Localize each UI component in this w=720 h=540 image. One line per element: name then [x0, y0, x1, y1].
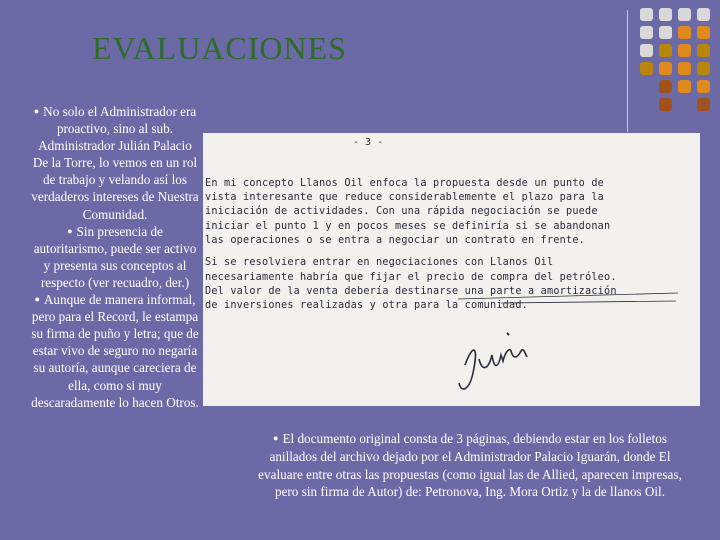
- left-bullet-text: Aunque de manera informal, pero para el Record, le estampa su firma de puño y letra; que de estar vivo de seguro no negaría su autoría, aunque careciera de ella, como si muy descaradamente lo hacen Otros.: [31, 292, 199, 410]
- decorative-dot: [640, 26, 653, 39]
- decorative-dot: [697, 26, 710, 39]
- decorative-dot: [659, 26, 672, 39]
- decorative-dot: [640, 44, 653, 57]
- decorative-dot: [678, 26, 691, 39]
- document-line: de inversiones realizadas y otra para la comunidad.: [205, 300, 529, 311]
- document-line: En mi concepto Llanos Oil enfoca la propuesta desde un punto de: [205, 178, 605, 189]
- document-page-number: - 3 -: [353, 137, 384, 148]
- document-line: iniciación de actividades. Con una rápida negociación se puede: [205, 206, 598, 217]
- decorative-divider: [627, 10, 628, 132]
- right-bullet-text: El documento original consta de 3 páginas, debiendo estar en los folletos anillados del archivo dejado por el Administrador Palacio Iguarán, donde El evaluare entre otras las propuestas (como igual las de Allied, aparecen impresas, pero sin firma de Autor) de: Petronova, Ing. Mora Ortiz y la de llanos Oil.: [258, 431, 682, 500]
- right-bullet: [255, 430, 685, 501]
- left-bullet-item: [30, 291, 200, 411]
- left-bullet-item: [30, 103, 200, 223]
- decorative-dot: [678, 80, 691, 93]
- left-bullet-item: [30, 223, 200, 291]
- bullet-icon: ●: [33, 106, 40, 116]
- left-bullet-text: Sin presencia de autoritarismo, puede ser activo y presenta sus conceptos al respecto (ver recuadro, der.): [33, 223, 197, 290]
- scanned-document-image: [203, 133, 700, 406]
- decorative-dot: [678, 62, 691, 75]
- decorative-dot: [678, 8, 691, 21]
- document-line: Si se resolviera entrar en negociaciones con Llanos Oil: [205, 257, 554, 268]
- decorative-dot: [697, 80, 710, 93]
- decorative-dot: [697, 98, 710, 111]
- decorative-dot: [640, 62, 653, 75]
- left-bullet-list: [30, 103, 200, 411]
- decorative-dot: [659, 98, 672, 111]
- decorative-dot: [640, 8, 653, 21]
- bullet-icon: ●: [67, 225, 73, 236]
- document-line: iniciar el punto 1 y en pocos meses se definiría si se abandonan: [205, 221, 611, 232]
- decorative-dot: [659, 44, 672, 57]
- bullet-icon: ●: [34, 294, 40, 305]
- decorative-dot: [678, 44, 691, 57]
- document-line: las operaciones o se entra a negociar un contrato en frente.: [205, 235, 586, 246]
- handwritten-signature: [203, 133, 700, 406]
- decorative-dot: [697, 62, 710, 75]
- document-line: vista interesante que reduce considerablemente el plazo para la: [205, 192, 605, 203]
- decorative-dot: [659, 80, 672, 93]
- decorative-dot: [659, 8, 672, 21]
- bullet-icon: ●: [273, 433, 279, 443]
- decorative-dot: [697, 8, 710, 21]
- left-bullet-text: No solo el Administrador era proactivo, sino al sub. Administrador Julián Palacio De la Torre, lo vemos en un rol de trabajo y velando así los verdaderos intereses de Nuestra Comunidad.: [31, 104, 199, 222]
- document-line: necesariamente habría que fijar el precio de compra del petróleo.: [205, 272, 617, 283]
- decorative-dot: [697, 44, 710, 57]
- decorative-dot: [659, 62, 672, 75]
- document-line: Del valor de la venta debería destinarse una parte a amortización: [205, 286, 617, 297]
- slide-title: EVALUACIONES: [92, 30, 347, 66]
